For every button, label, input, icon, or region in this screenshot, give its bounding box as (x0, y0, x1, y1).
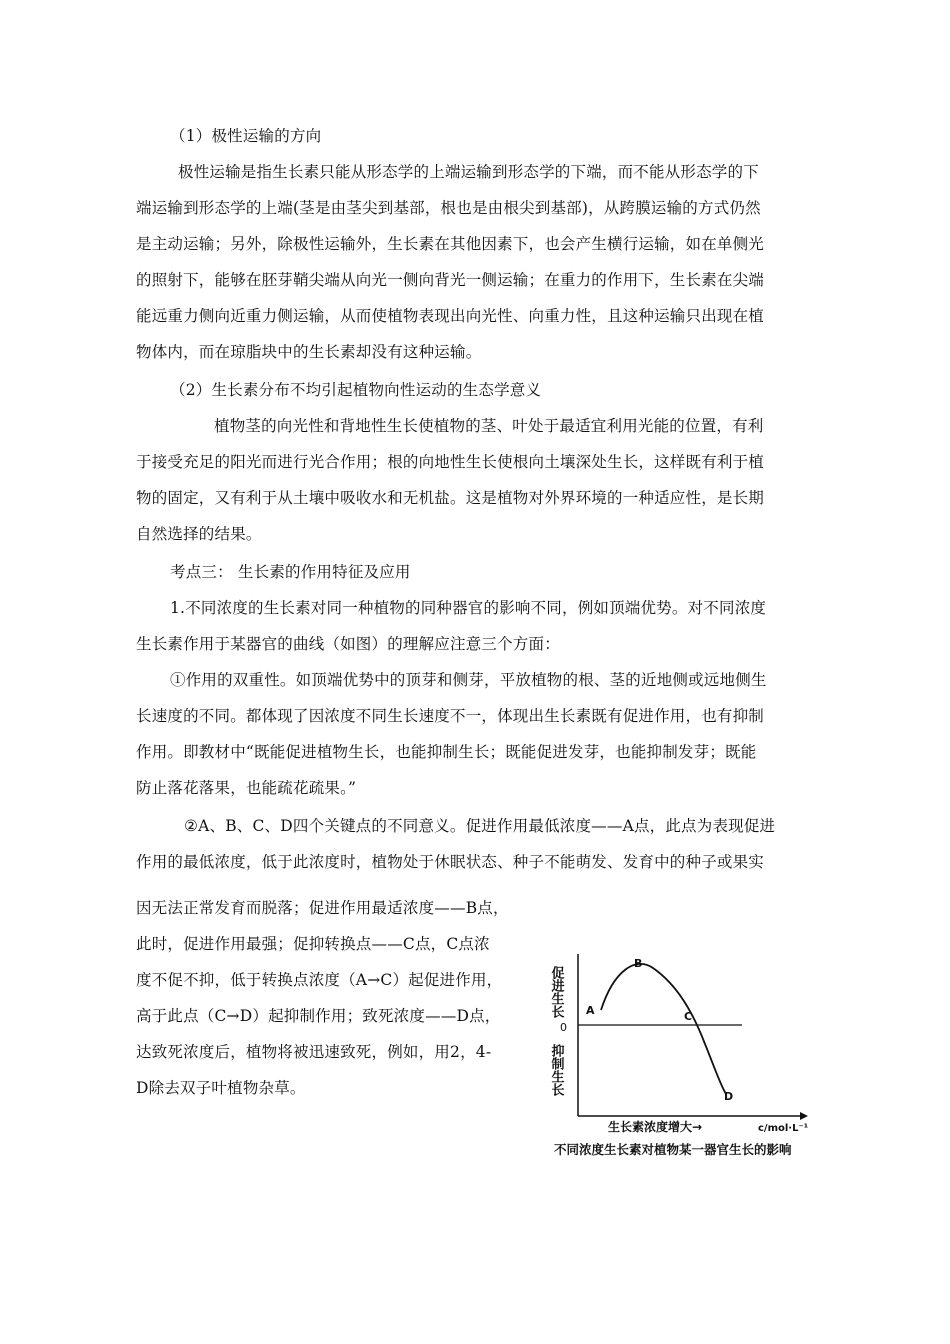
paragraph-line: 达致死浓度后，植物将被迅速致死，例如，用2，4- (136, 1043, 492, 1061)
point-label-c: C (684, 1010, 693, 1023)
section-heading-2: （2）生长素分布不均引起植物向性运动的生态学意义 (170, 381, 542, 399)
paragraph-line: 植物茎的向光性和背地性生长使植物的茎、叶处于最适宜利用光能的位置，有利 (214, 417, 764, 435)
paragraph-line: 度不促不抑，低于转换点浓度（A→C）起促进作用， (136, 971, 503, 989)
paragraph-line: 因无法正常发育而脱落；促进作用最适浓度——B点， (136, 899, 509, 917)
paragraph-line: 是主动运输；另外，除极性运输外，生长素在其他因素下，也会产生横行运输，如在单侧光 (136, 235, 765, 253)
paragraph-line: 的照射下，能够在胚芽鞘尖端从向光一侧向背光一侧运输；在重力的作用下，生长素在尖端 (136, 271, 765, 289)
paragraph-line: 物体内，而在琼脂块中的生长素却没有这种运输。 (136, 343, 482, 361)
x-axis-label: 生长素浓度增大→ (608, 1120, 703, 1134)
zero-label: 0 (560, 1021, 567, 1034)
paragraph-line: 端运输到形态学的上端(茎是由茎尖到基部，根也是由根尖到基部)，从跨膜运输的方式仍然 (136, 199, 761, 217)
point-label-d: D (724, 1090, 734, 1103)
paragraph-line: 此时，促进作用最强；促抑转换点——C点，C点浓 (136, 935, 490, 953)
paragraph-line: 高于此点（C→D）起抑制作用；致死浓度——D点， (136, 1007, 501, 1025)
figure-caption: 不同浓度生长素对植物某一器官生长的影响 (554, 1142, 792, 1157)
x-axis-arrow-icon (800, 1112, 808, 1120)
paragraph-line: ②A、B、C、D四个关键点的不同意义。促进作用最低浓度——A点，此点为表现促进 (184, 817, 776, 835)
paragraph-line: 1.不同浓度的生长素对同一种植物的同种器官的影响不同，例如顶端优势。对不同浓度 (170, 599, 767, 617)
paragraph-line: 物的固定，又有利于从土壤中吸收水和无机盐。这是植物对外界环境的一种适应性，是长期 (136, 489, 765, 507)
section-heading-1: （1）极性运输的方向 (170, 127, 322, 145)
paragraph-line: 能远重力侧向近重力侧运输，从而使植物表现出向光性、向重力性，且这种运输只出现在植 (136, 307, 765, 325)
curve-diagram (546, 942, 838, 1164)
paragraph-line: 自然选择的结果。 (136, 525, 262, 543)
y-label-promote: 促进生长 (548, 966, 564, 1018)
growth-curve (601, 964, 726, 1094)
y-label-inhibit: 抑制生长 (548, 1044, 564, 1096)
paragraph-line: ①作用的双重性。如顶端优势中的顶芽和侧芽，平放植物的根、茎的近地侧或远地侧生 (170, 671, 767, 689)
point-label-a: A (586, 1004, 595, 1017)
point-label-b: B (634, 957, 643, 970)
paragraph-line: 作用。即教材中“既能促进植物生长，也能抑制生长；既能促进发芽，也能抑制发芽；既能 (136, 743, 757, 761)
paragraph-line: D除去双子叶植物杂草。 (136, 1079, 306, 1097)
paragraph-line: 防止落花落果，也能疏花疏果。” (136, 779, 357, 797)
section-heading-3: 考点三： 生长素的作用特征及应用 (170, 563, 411, 581)
paragraph-line: 作用的最低浓度，低于此浓度时，植物处于休眠状态、种子不能萌发、发育中的种子或果实 (136, 853, 765, 871)
paragraph-line: 极性运输是指生长素只能从形态学的上端运输到形态学的下端，而不能从形态学的下 (178, 163, 759, 181)
paragraph-line: 长速度的不同。都体现了因浓度不同生长速度不一，体现出生长素既有促进作用，也有抑制 (136, 707, 765, 725)
paragraph-line: 生长素作用于某器官的曲线（如图）的理解应注意三个方面： (136, 635, 560, 653)
x-axis-unit: c/mol·L⁻¹ (758, 1123, 809, 1134)
auxin-concentration-figure (546, 942, 838, 1164)
paragraph-line: 于接受充足的阳光而进行光合作用；根的向地性生长使根向土壤深处生长，这样既有利于植 (136, 453, 765, 471)
